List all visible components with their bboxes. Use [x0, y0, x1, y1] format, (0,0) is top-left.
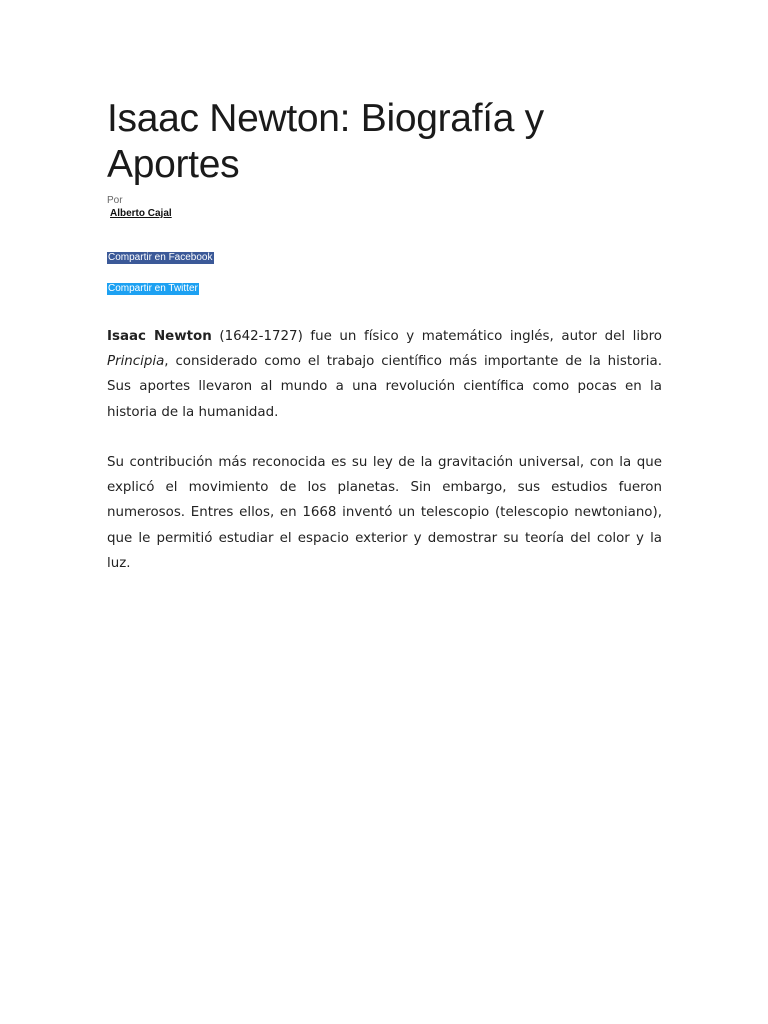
byline-prefix: Por	[107, 195, 123, 206]
paragraph-1-text-b: , considerado como el trabajo científico más importante de la historia. Sus aportes llevaron al mundo a una revolución científica como pocas en la historia de la humanidad.	[107, 354, 662, 420]
subject-name: Isaac Newton	[107, 329, 212, 344]
book-title: Principia	[107, 354, 165, 370]
article-title: Isaac Newton: Biografía y Aportes	[107, 97, 544, 186]
article-paragraph-1	[107, 324, 662, 425]
article-paragraph-2: Su contribución más reconocida es su ley de la gravitación universal, con la que explicó el movimiento de los planetas. Sin embargo, sus estudios fueron numerosos. Entres ellos, en 1668 inventó un telescopio (telescopio newtoniano), que le permitió estudiar el espacio exterior y demostrar su teoría del color y la luz.	[107, 455, 662, 571]
author-link[interactable]: Alberto Cajal	[110, 208, 172, 219]
paragraph-1-text-a: (1642-1727) fue un físico y matemático inglés, autor del libro	[211, 329, 662, 344]
share-twitter-link[interactable]: Compartir en Twitter	[108, 283, 198, 294]
share-facebook-link[interactable]: Compartir en Facebook	[108, 252, 213, 263]
